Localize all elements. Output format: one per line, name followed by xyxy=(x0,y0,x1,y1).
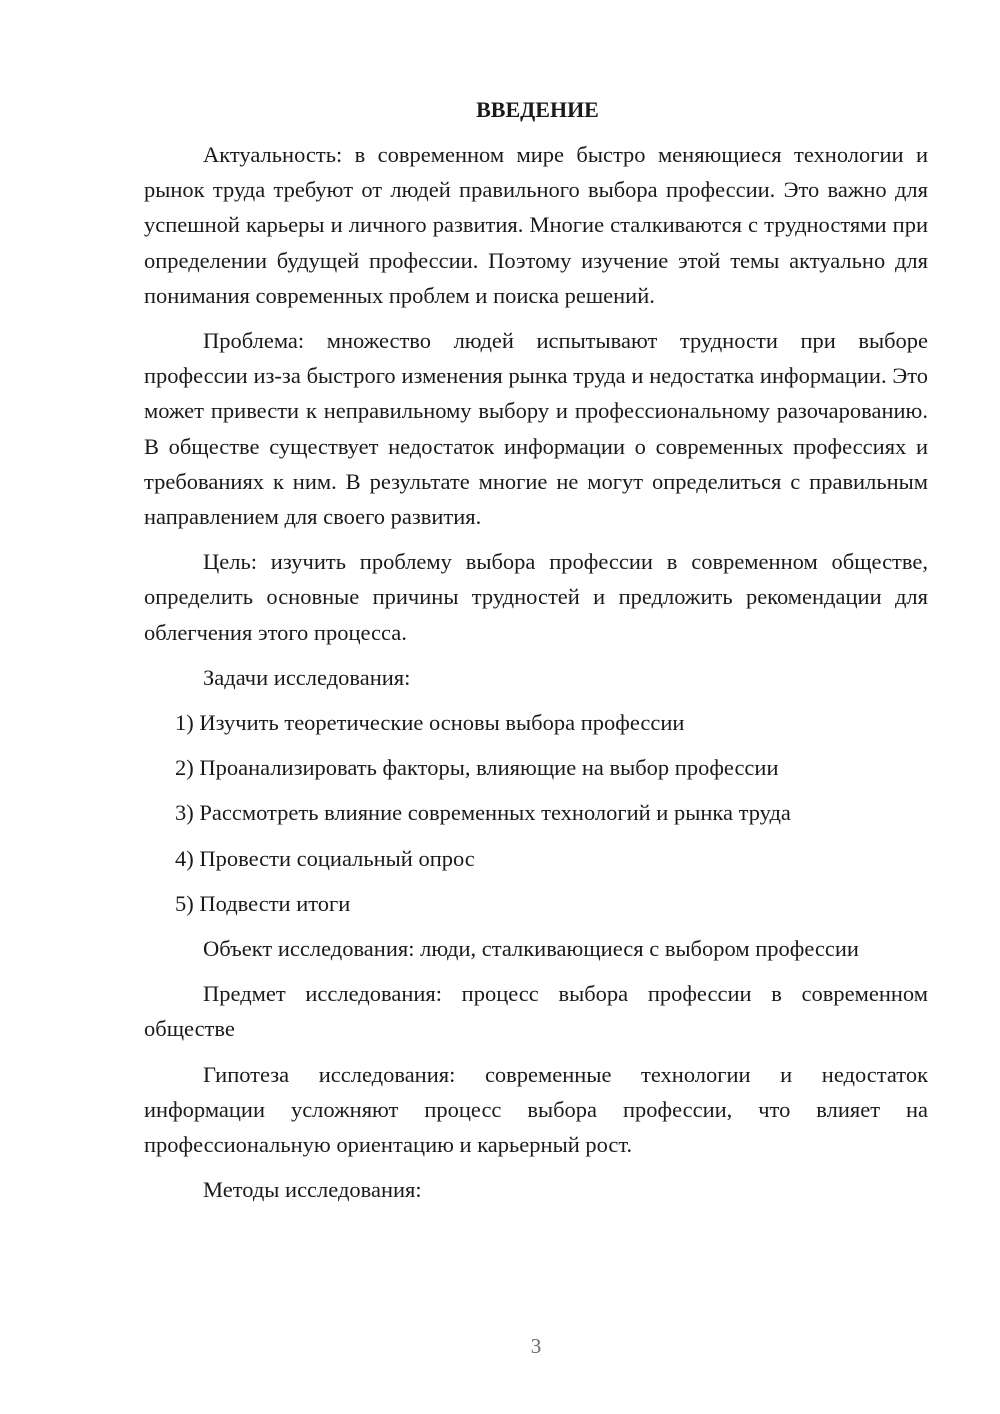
paragraph-problem: Проблема: множество людей испытывают трудности при выборе профессии из-за быстрого изменения рынка труда и недостатка информации. Это может привести к неправильному выбору и профессиональному разочарованию. В обществе существует недостаток информации о современных профессиях и требованиях к ним. В результате многие не могут определиться с правильным направлением для своего развития. xyxy=(144,328,928,530)
tasks-list xyxy=(144,705,928,921)
list-item: 5) Подвести итоги xyxy=(175,890,351,916)
paragraph-hypothesis: Гипотеза исследования: современные технологии и недостаток информации усложняют процесс выбора профессии, что влияет на профессиональную ориентацию и карьерный рост. xyxy=(144,1061,928,1158)
paragraph-subject: Предмет исследования: процесс выбора профессии в современном обществе xyxy=(144,981,928,1042)
paragraph-relevance: Актуальность: в современном мире быстро меняющиеся технологии и рынок труда требуют от людей правильного выбора профессии. Это важно для успешной карьеры и личного развития. Многие сталкиваются с трудностями при определении будущей профессии. Поэтому изучение этой темы актуально для понимания современных проблем и поиска решений. xyxy=(144,142,928,308)
list-item: 4) Провести социальный опрос xyxy=(175,845,475,871)
page-title: ВВЕДЕНИЕ xyxy=(476,97,599,122)
page-content xyxy=(144,92,928,1217)
paragraph-goal: Цель: изучить проблему выбора профессии в современном обществе, определить основные причины трудностей и предложить рекомендации для облегчения этого процесса. xyxy=(144,549,928,645)
list-item: 1) Изучить теоретические основы выбора профессии xyxy=(175,710,685,736)
list-item: 3) Рассмотреть влияние современных технологий и рынка труда xyxy=(175,800,791,826)
paragraph-methods: Методы исследования: xyxy=(203,1177,422,1203)
page-number: 3 xyxy=(530,1334,542,1358)
paragraph-object: Объект исследования: люди, сталкивающиеся с выбором профессии xyxy=(203,936,859,962)
tasks-heading: Задачи исследования: xyxy=(203,664,411,690)
list-item: 2) Проанализировать факторы, влияющие на выбор профессии xyxy=(175,755,779,781)
